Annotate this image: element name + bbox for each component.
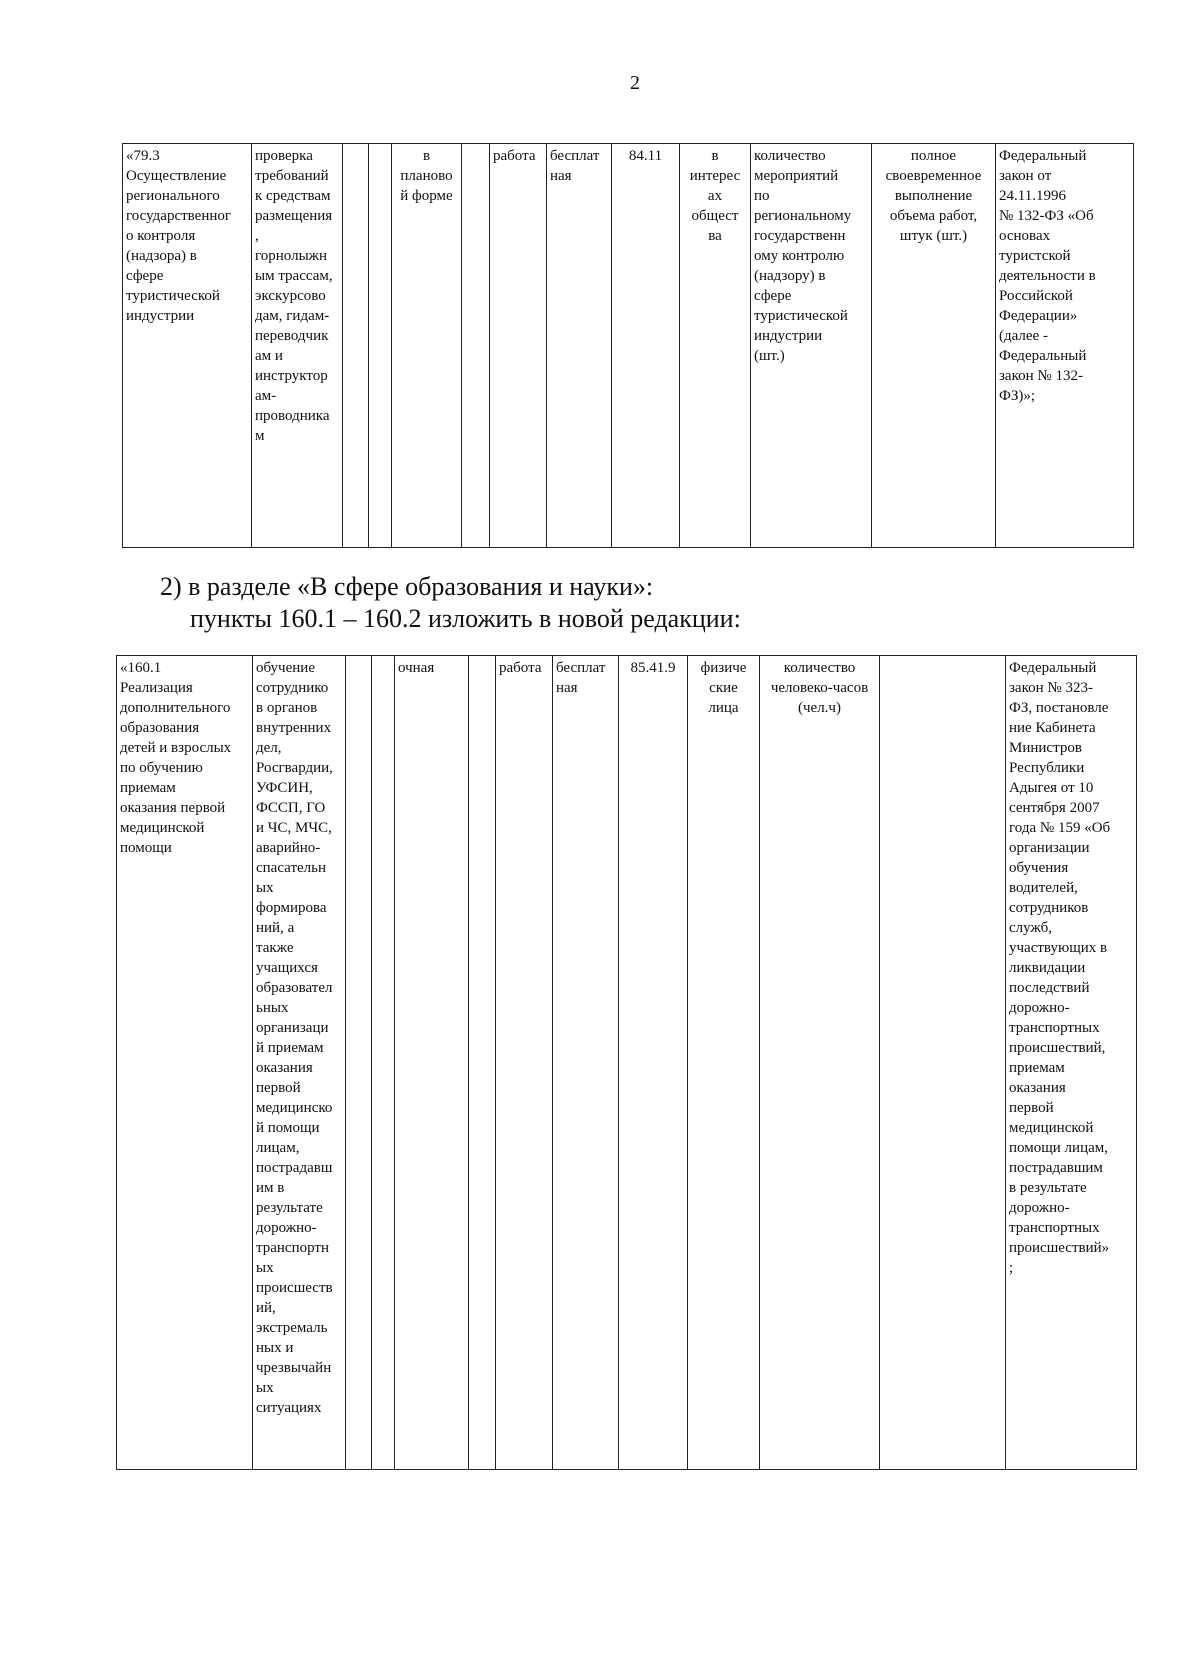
service-form-cell: очная [395,656,469,1470]
table-row [117,656,1137,1470]
empty-cell [372,656,395,1470]
legal-basis-cell: Федеральный закон от 24.11.1996 № 132-ФЗ «Об основах туристской деятельности в Российской Федерации» (далее - Федеральный закон № 132- ФЗ)»; [996,144,1134,548]
quality-indicator-cell [880,656,1006,1470]
empty-cell [346,656,372,1470]
service-content-cell: проверка требований к средствам размещения , горнолыжн ым трассам, экскурсово дам, гидам- переводчик ам и инструктор ам- проводника м [252,144,343,548]
service-content-cell: обучение сотруднико в органов внутренних дел, Росгвардии, УФСИН, ФССП, ГО и ЧС, МЧС, аварийно- спасательн ых формирова ний, а также учащихся образовател ьных организаци й приемам оказания первой медицинско й помощи лицам, пострадавш им в результате дорожно- транспортн ых происшеств ий, экстремаль ных и чрезвычайн ых ситуациях [253,656,346,1470]
payment-cell: бесплат ная [547,144,612,548]
section-heading-line-1: 2) в разделе «В сфере образования и науки»: [160,572,654,601]
okved-code-cell: 84.11 [612,144,680,548]
okved-code-cell: 85.41.9 [619,656,688,1470]
empty-cell [469,656,496,1470]
consumers-cell: физиче ские лица [688,656,760,1470]
table-row [123,144,1134,548]
payment-cell: бесплат ная [553,656,619,1470]
empty-cell [343,144,369,548]
service-name-cell: «160.1 Реализация дополнительного образования детей и взрослых по обучению приемам оказания первой медицинской помощи [117,656,253,1470]
service-type-cell: работа [490,144,547,548]
services-table-item-160-1 [116,655,1137,1470]
services-table-item-79-3 [122,143,1134,548]
section-heading-line-2: пункты 160.1 – 160.2 изложить в новой редакции: [190,604,741,633]
empty-cell [462,144,490,548]
consumers-cell: в интерес ах общест ва [680,144,751,548]
service-name-cell: «79.3 Осуществление регионального государственног о контроля (надзора) в сфере туристической индустрии [123,144,252,548]
legal-basis-cell: Федеральный закон № 323- ФЗ, постановле ние Кабинета Министров Республики Адыгея от 10 сентября 2007 года № 159 «Об организации обучения водителей, сотрудников служб, участвующих в ликвидации последствий дорожно- транспортных происшествий, приемам оказания первой медицинской помощи лицам, пострадавшим в результате дорожно- транспортных происшествий» ; [1006,656,1137,1470]
service-type-cell: работа [496,656,553,1470]
service-form-cell: в планово й форме [392,144,462,548]
empty-cell [369,144,392,548]
volume-indicator-cell: количество человеко-часов (чел.ч) [760,656,880,1470]
volume-indicator-cell: количество мероприятий по региональному государственн ому контролю (надзору) в сфере туристической индустрии (шт.) [751,144,872,548]
page-number: 2 [630,72,640,94]
quality-indicator-cell: полное своевременное выполнение объема работ, штук (шт.) [872,144,996,548]
